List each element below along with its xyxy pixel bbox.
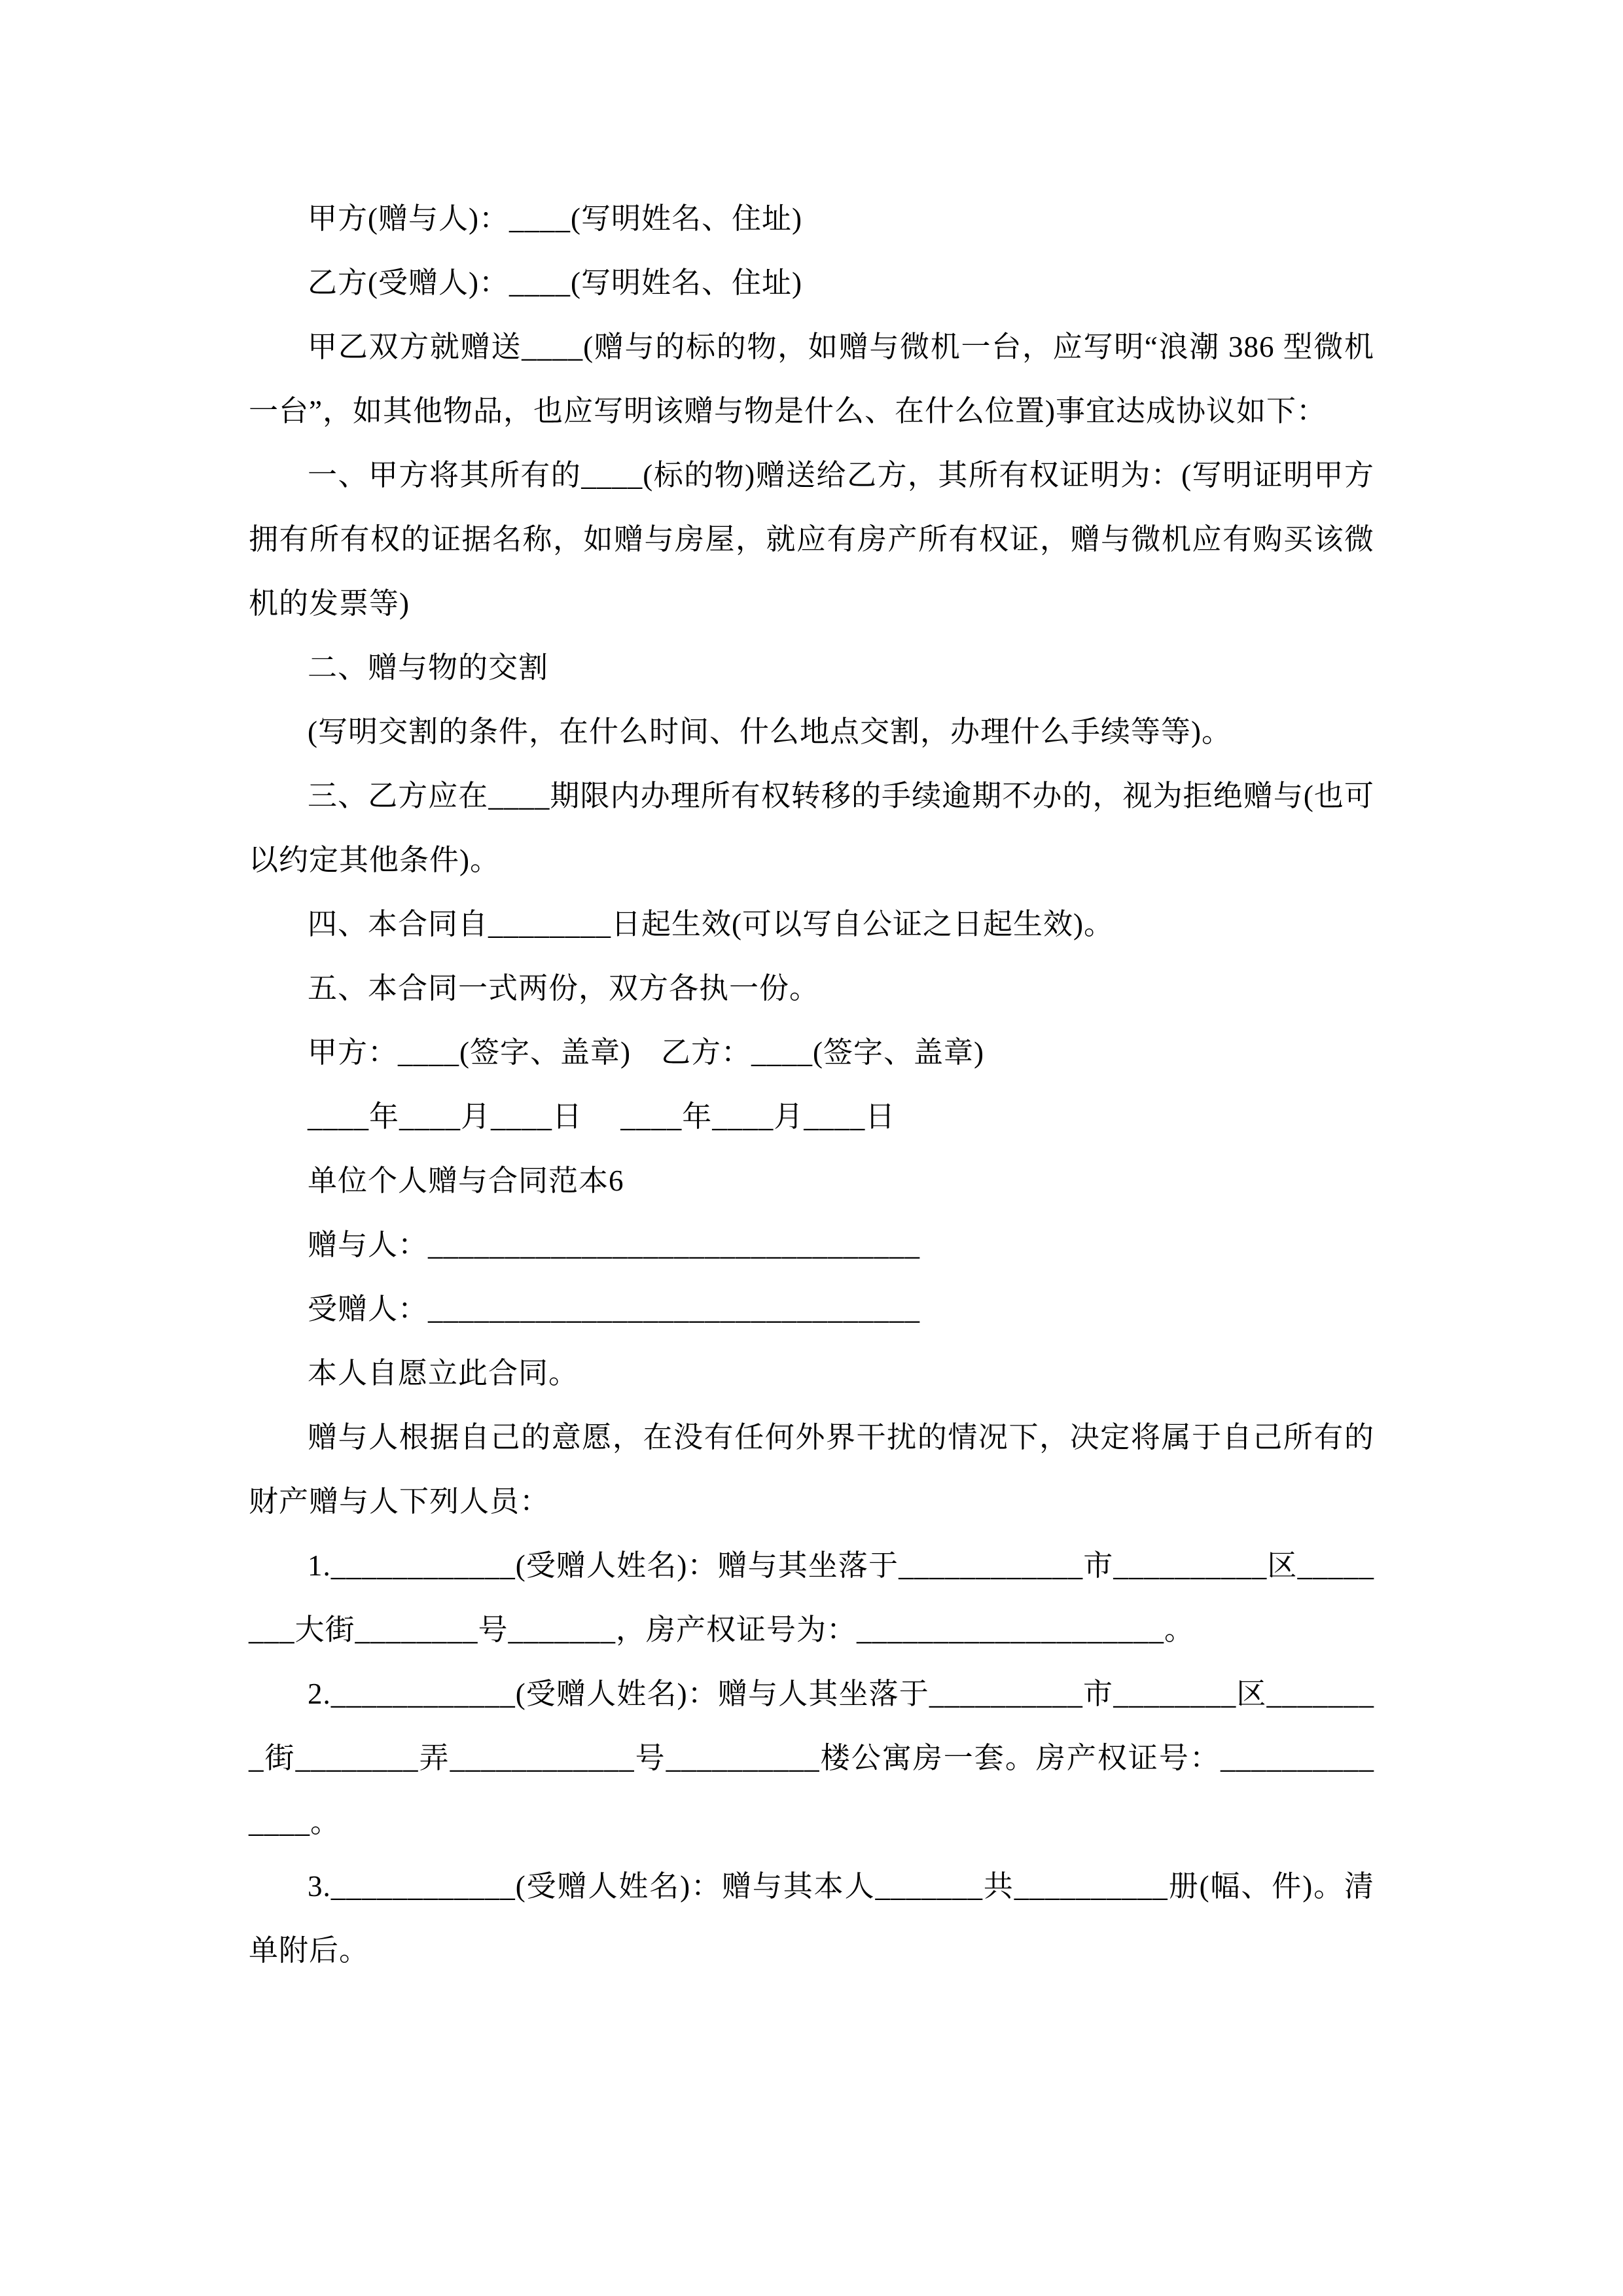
paragraph: 一、甲方将其所有的____(标的物)赠送给乙方，其所有权证明为：(写明证明甲方拥有所有权的证据名称，如赠与房屋，就应有房产所有权证，赠与微机应有购买该微机的发票等): [249, 459, 1374, 620]
paragraph: 四、本合同自________日起生效(可以写自公证之日起生效)。: [308, 908, 1114, 941]
paragraph: 五、本合同一式两份，双方各执一份。: [308, 972, 820, 1005]
paragraph: (写明交割的条件，在什么时间、什么地点交割，办理什么手续等等)。: [308, 715, 1232, 748]
paragraph: 2.____________(受赠人姓名)：赠与人其坐落于__________市________区________街________弄____________号__________楼公寓房一套。房产权证号：______________。: [249, 1677, 1374, 1839]
paragraph: 赠与人根据自己的意愿，在没有任何外界干扰的情况下，决定将属于自己所有的财产赠与人下列人员：: [249, 1421, 1374, 1518]
paragraph: 甲乙双方就赠送____(赠与的标的物，如赠与微机一台，应写明“浪潮 386 型微机一台”，如其他物品，也应写明该赠与物是什么、在什么位置)事宜达成协议如下：: [249, 331, 1374, 427]
paragraph: 乙方(受赠人)：____(写明姓名、住址): [308, 266, 802, 299]
paragraph: ____年____月____日 ____年____月____日: [308, 1100, 896, 1133]
paragraph: 赠与人：________________________________: [308, 1229, 921, 1261]
paragraph: 受赠人：________________________________: [308, 1293, 921, 1325]
paragraph: 甲方：____(签字、盖章) 乙方：____(签字、盖章): [308, 1036, 984, 1069]
paragraph: 单位个人赠与合同范本6: [308, 1164, 624, 1197]
paragraph: 甲方(赠与人)：____(写明姓名、住址): [308, 202, 802, 235]
paragraph: 本人自愿立此合同。: [308, 1357, 579, 1390]
paragraph: 3.____________(受赠人姓名)：赠与其本人_______共__________册(幅、件)。清单附后。: [249, 1870, 1374, 1967]
paragraph: 1.____________(受赠人姓名)：赠与其坐落于____________市__________区________大街________号_______，房产权证号为：____________________。: [249, 1549, 1374, 1646]
paragraph: 三、乙方应在____期限内办理所有权转移的手续逾期不办的，视为拒绝赠与(也可以约定其他条件)。: [249, 780, 1374, 876]
document-body: [249, 187, 1374, 1982]
paragraph: 二、赠与物的交割: [308, 651, 549, 684]
